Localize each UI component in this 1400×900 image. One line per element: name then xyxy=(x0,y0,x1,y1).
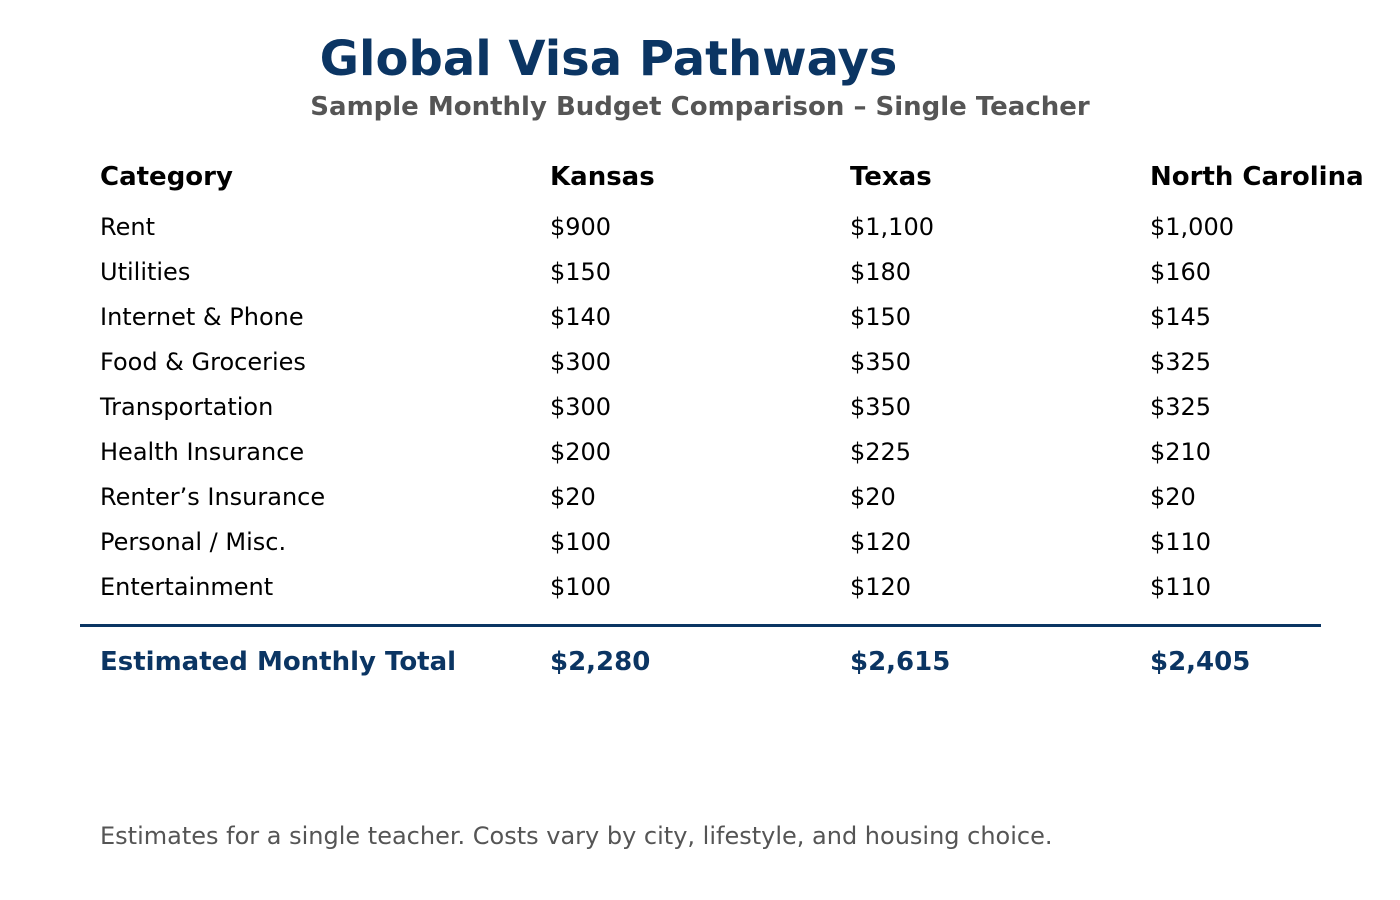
column-header-texas: Texas xyxy=(850,162,932,192)
north-carolina-cell: $110 xyxy=(1150,573,1212,601)
north-carolina-total: $2,405 xyxy=(1150,647,1251,677)
north-carolina-cell: $160 xyxy=(1150,258,1212,286)
column-header-category: Category xyxy=(100,162,233,192)
kansas-cell: $300 xyxy=(550,348,612,376)
table-row xyxy=(0,297,1400,337)
texas-cell: $350 xyxy=(850,348,912,376)
north-carolina-cell: $325 xyxy=(1150,393,1212,421)
kansas-cell: $150 xyxy=(550,258,612,286)
texas-cell: $120 xyxy=(850,573,912,601)
column-header-north-carolina: North Carolina xyxy=(1150,162,1364,192)
category-cell: Health Insurance xyxy=(100,438,305,466)
table-row xyxy=(0,342,1400,382)
texas-total: $2,615 xyxy=(850,647,951,677)
north-carolina-cell: $145 xyxy=(1150,303,1212,331)
footnote: Estimates for a single teacher. Costs vary by city, lifestyle, and housing choice. xyxy=(100,822,1053,850)
table-row xyxy=(0,567,1400,607)
texas-cell: $350 xyxy=(850,393,912,421)
north-carolina-cell: $325 xyxy=(1150,348,1212,376)
total-label: Estimated Monthly Total xyxy=(100,647,457,677)
category-cell: Personal / Misc. xyxy=(100,528,287,556)
kansas-cell: $200 xyxy=(550,438,612,466)
north-carolina-cell: $1,000 xyxy=(1150,213,1234,241)
category-cell: Rent xyxy=(100,213,155,241)
north-carolina-cell: $20 xyxy=(1150,483,1196,511)
texas-cell: $180 xyxy=(850,258,912,286)
table-row xyxy=(0,387,1400,427)
table-row xyxy=(0,252,1400,292)
category-cell: Internet & Phone xyxy=(100,303,304,331)
kansas-cell: $140 xyxy=(550,303,612,331)
column-header-kansas: Kansas xyxy=(550,162,655,192)
category-cell: Renter’s Insurance xyxy=(100,483,326,511)
table-row xyxy=(0,477,1400,517)
texas-cell: $120 xyxy=(850,528,912,556)
kansas-cell: $100 xyxy=(550,573,612,601)
kansas-cell: $20 xyxy=(550,483,596,511)
table-row xyxy=(0,432,1400,472)
texas-cell: $1,100 xyxy=(850,213,934,241)
total-divider xyxy=(80,624,1321,627)
texas-cell: $150 xyxy=(850,303,912,331)
category-cell: Transportation xyxy=(100,393,274,421)
north-carolina-cell: $110 xyxy=(1150,528,1212,556)
table-row xyxy=(0,207,1400,247)
kansas-total: $2,280 xyxy=(550,647,651,677)
total-row xyxy=(0,642,1400,682)
category-cell: Entertainment xyxy=(100,573,274,601)
kansas-cell: $900 xyxy=(550,213,612,241)
category-cell: Food & Groceries xyxy=(100,348,306,376)
page-subtitle: Sample Monthly Budget Comparison – Single Teacher xyxy=(310,92,1090,122)
table-header-row xyxy=(0,157,1400,197)
table-row xyxy=(0,522,1400,562)
texas-cell: $20 xyxy=(850,483,896,511)
page-title: Global Visa Pathways xyxy=(319,31,898,87)
kansas-cell: $300 xyxy=(550,393,612,421)
texas-cell: $225 xyxy=(850,438,912,466)
kansas-cell: $100 xyxy=(550,528,612,556)
category-cell: Utilities xyxy=(100,258,191,286)
north-carolina-cell: $210 xyxy=(1150,438,1212,466)
